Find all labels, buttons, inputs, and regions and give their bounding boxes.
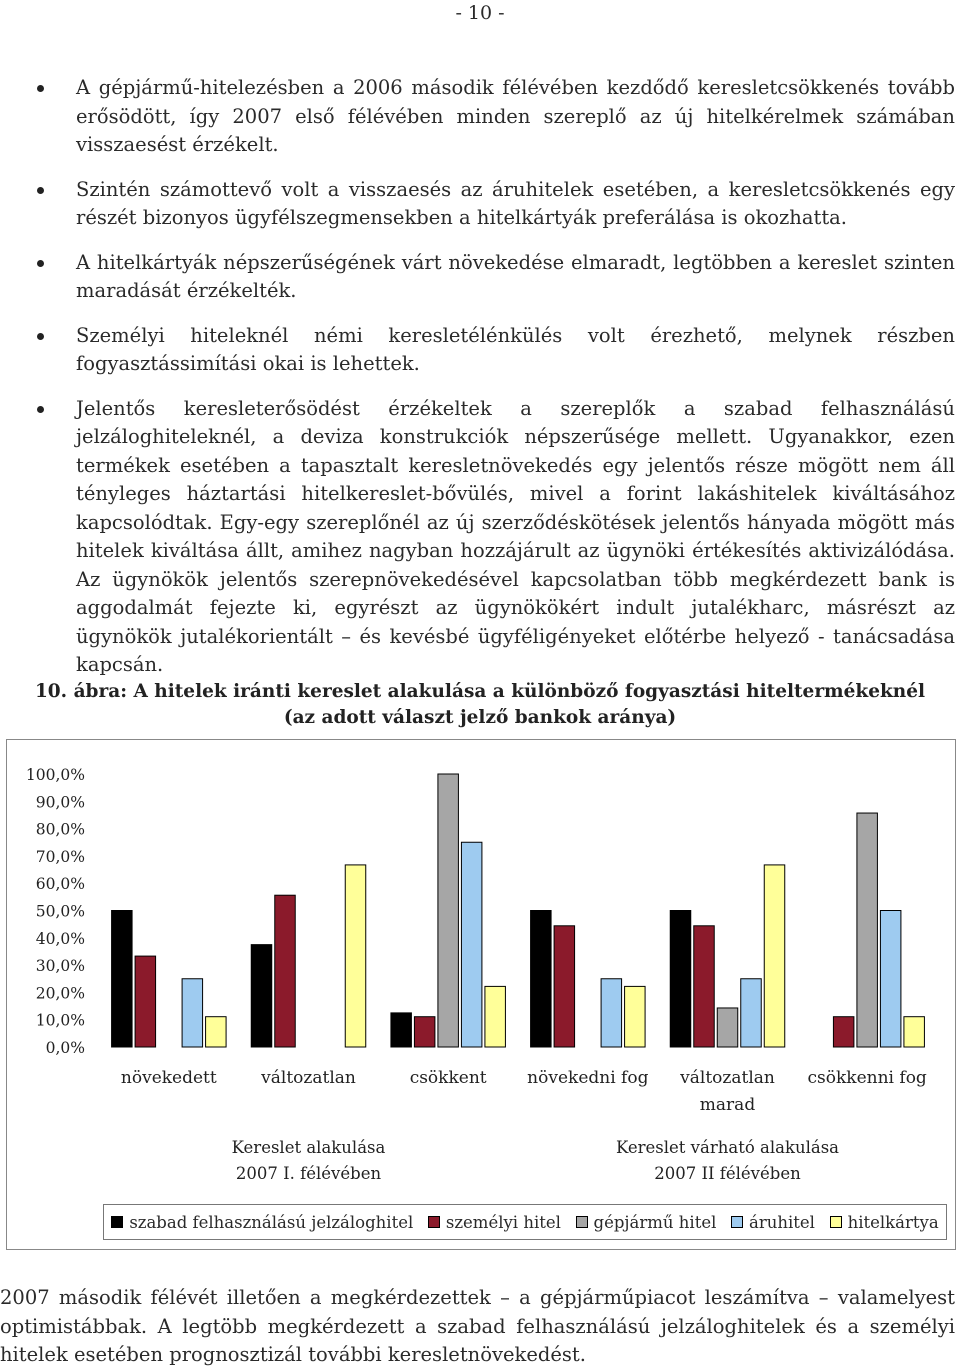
y-tick-label: 90,0% xyxy=(35,793,85,812)
legend-swatch xyxy=(428,1216,440,1228)
group-label: Kereslet várható alakulása xyxy=(616,1138,839,1157)
legend-label: gépjármű hitel xyxy=(593,1212,717,1232)
legend-item xyxy=(830,1213,939,1232)
legend-label: hitelkártya xyxy=(847,1212,939,1232)
bar xyxy=(601,979,622,1047)
figure-title-line1: 10. ábra: A hitelek iránti kereslet alakulása a különböző fogyasztási hiteltermékeknél xyxy=(34,681,926,702)
bar xyxy=(391,1013,412,1047)
bullet-item: A gépjármű-hitelezésben a 2006 második félévében kezdődő keresletcsökkenés tovább erősödött, így 2007 első félévében minden szereplő az új hitelkérelmek számában visszaesést érzékelt. xyxy=(0,74,960,160)
bar xyxy=(625,986,646,1047)
bar xyxy=(904,1017,925,1047)
legend-label: személyi hitel xyxy=(445,1212,561,1232)
bar xyxy=(554,926,575,1047)
x-tick-label: változatlan xyxy=(680,1068,775,1088)
bar xyxy=(880,911,901,1048)
bullet-item: Jelentős keresleterősödést érzékeltek a szereplők a szabad felhasználású jelzáloghiteleknél, a deviza konstrukciók népszerűsége mellett. Ugyanakkor, ezen termékek esetében a tapasztalt keresletnövekedés egy jelentős része mögött nem áll tényleges háztartási hitelkereslet-bővülés, mivel a forint lakáshitelek kiváltásához kapcsolódtak. Egy-egy szereplőnél az új szerződéskötések jelentős hányada mögött más hitelek kiváltása állt, amihez nagyban hozzájárult az ügynöki értékesítés aktivizálódása. Az ügynökök jelentős szerepnövekedésével kapcsolatban több megkérdezett bank is aggodalmát fejezte ki, egyrészt az ügynökökért indult jutalékharc, másrészt az ügynökök jutalékorientált – és kevésbé ügyféligényeket előtérbe helyező - tanácsadása kapcsán. xyxy=(0,395,960,680)
legend-swatch xyxy=(731,1216,743,1228)
bar xyxy=(764,865,785,1047)
bullet-item: Szintén számottevő volt a visszaesés az áruhitelek esetében, a keresletcsökkenés egy részét bizonyos ügyfélszegmensekben a hitelkártyák preferálása is okozhatta. xyxy=(0,176,960,233)
bar xyxy=(135,956,156,1047)
y-tick-label: 60,0% xyxy=(35,875,85,894)
x-tick-label: marad xyxy=(699,1095,756,1115)
legend-label: szabad felhasználású jelzáloghitel xyxy=(129,1212,414,1232)
bar xyxy=(414,1017,435,1047)
bar xyxy=(438,774,459,1047)
y-tick-label: 10,0% xyxy=(35,1011,85,1030)
bar xyxy=(112,911,133,1048)
bar xyxy=(531,911,552,1048)
bar xyxy=(275,895,296,1047)
bar xyxy=(345,865,366,1047)
legend-item xyxy=(428,1213,561,1232)
figure-title-line2: (az adott választ jelző bankok aránya) xyxy=(283,707,677,728)
y-tick-label: 0,0% xyxy=(45,1039,85,1057)
bar xyxy=(461,842,482,1047)
bar xyxy=(670,911,691,1048)
group-label: 2007 I. félévében xyxy=(235,1164,382,1183)
bullet-item: A hitelkártyák népszerűségének várt növekedése elmaradt, legtöbben a kereslet szinten maradását érzékelték. xyxy=(0,249,960,306)
chart-legend xyxy=(103,1204,947,1240)
figure-title xyxy=(0,679,960,731)
bar xyxy=(694,926,715,1047)
legend-item xyxy=(111,1213,413,1232)
x-tick-label: növekedett xyxy=(120,1068,217,1088)
bar xyxy=(182,979,203,1047)
bullet-list xyxy=(0,74,960,696)
bar-chart xyxy=(7,740,954,1248)
x-tick-label: csökkenni fog xyxy=(807,1068,927,1088)
bar xyxy=(857,813,878,1047)
legend-swatch xyxy=(830,1216,842,1228)
legend-item xyxy=(576,1213,717,1232)
bar xyxy=(833,1017,854,1047)
x-tick-label: változatlan xyxy=(261,1068,356,1088)
y-tick-label: 30,0% xyxy=(35,957,85,976)
closing-paragraph: 2007 második félévét illetően a megkérdezettek – a gépjárműpiacot leszámítva – valamelyest optimistábbak. A legtöbb megkérdezett a szabad felhasználású jelzáloghitelek és a személyi hitelek esetében prognosztizál további keresletnövekedést. xyxy=(0,1286,955,1366)
bar xyxy=(717,1008,738,1047)
x-tick-label: csökkent xyxy=(409,1068,487,1088)
bullet-item: Személyi hiteleknél némi keresletélénkülés volt érezhető, melynek részben fogyasztássimítási okai is lehettek. xyxy=(0,322,960,379)
legend-label: áruhitel xyxy=(749,1212,815,1232)
legend-swatch xyxy=(111,1216,123,1228)
legend-item xyxy=(731,1213,815,1232)
bar xyxy=(206,1017,227,1047)
y-tick-label: 40,0% xyxy=(35,929,85,948)
y-tick-label: 70,0% xyxy=(35,847,85,866)
bar xyxy=(485,986,506,1047)
bar xyxy=(741,979,762,1047)
x-tick-label: növekedni fog xyxy=(527,1068,649,1088)
y-tick-label: 100,0% xyxy=(25,766,85,784)
bar xyxy=(251,945,272,1047)
y-tick-label: 80,0% xyxy=(35,820,85,839)
y-tick-label: 50,0% xyxy=(35,902,85,921)
legend-swatch xyxy=(576,1216,588,1228)
group-label: 2007 II félévében xyxy=(654,1164,801,1183)
group-label: Kereslet alakulása xyxy=(231,1138,386,1157)
y-tick-label: 20,0% xyxy=(35,984,85,1003)
page-number: - 10 - xyxy=(455,2,505,24)
chart-frame xyxy=(6,739,956,1250)
